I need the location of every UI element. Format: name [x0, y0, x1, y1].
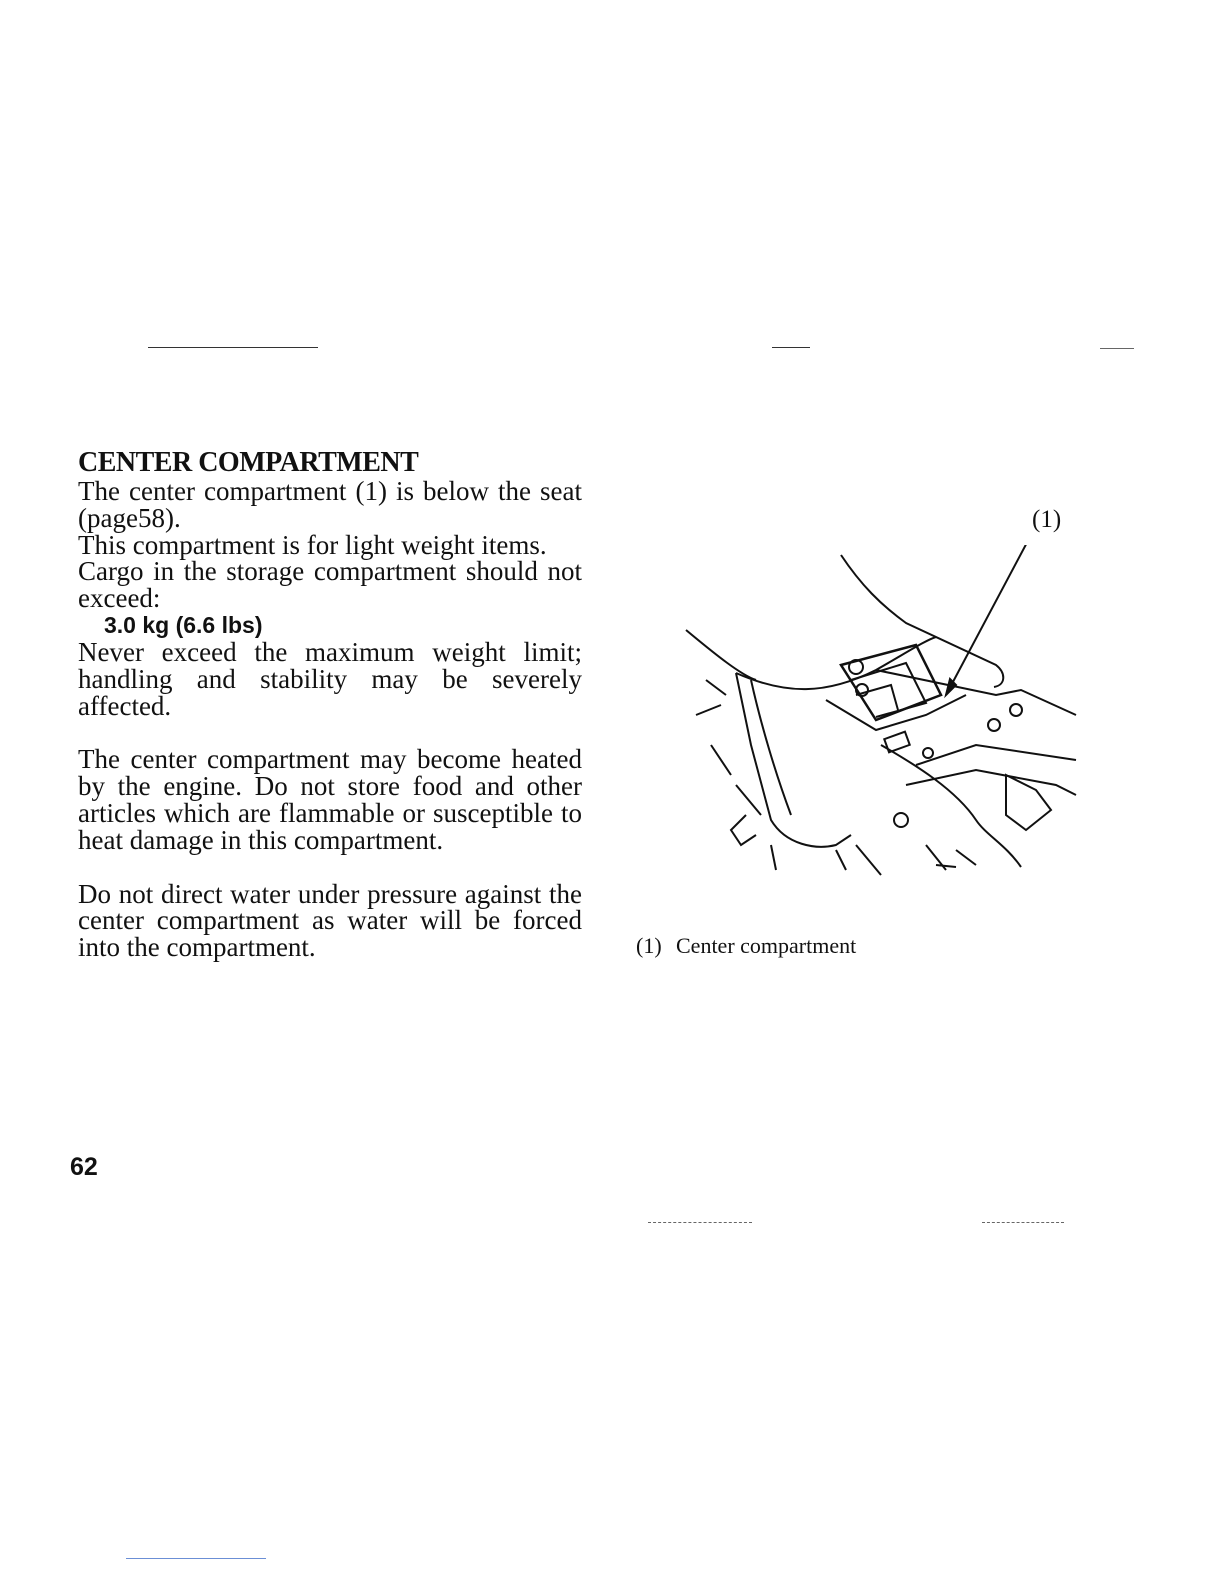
paragraph-limit: Cargo in the storage compartment should not exceed: [78, 556, 582, 614]
paragraph-warning: Never exceed the maximum weight limit; handling and stability may be severely affected. [78, 636, 582, 721]
paragraph-heat: The center compartment may become heated by the engine. Do not store food and other articles which are flammable or susceptible to heat damage in this compartment. [78, 744, 582, 855]
bottom-rule-right [982, 1222, 1064, 1223]
text-column [78, 448, 582, 961]
figure-caption [636, 933, 856, 959]
paragraph-usage: This compartment is for light weight items. [78, 529, 547, 560]
bottom-rule-mid [648, 1222, 752, 1223]
figure-callout: (1) [1032, 506, 1062, 533]
weight-spec: 3.0 kg (6.6 lbs) [104, 611, 263, 638]
paragraph-location: The center compartment (1) is below the seat (page58). [78, 476, 582, 533]
paragraph-water: Do not direct water under pressure against the center compartment as water will be forced into the compartment. [78, 878, 582, 963]
top-rule-mid [772, 347, 810, 348]
caption-text: Center compartment [676, 933, 857, 958]
bottom-rule-blue [126, 1558, 266, 1559]
page-number: 62 [70, 1153, 98, 1181]
caption-number: (1) [636, 933, 662, 958]
section-heading: CENTER COMPARTMENT [78, 447, 419, 478]
top-rule-right [1100, 348, 1134, 349]
center-compartment-illustration [676, 545, 1086, 880]
top-rule-left [148, 347, 318, 348]
